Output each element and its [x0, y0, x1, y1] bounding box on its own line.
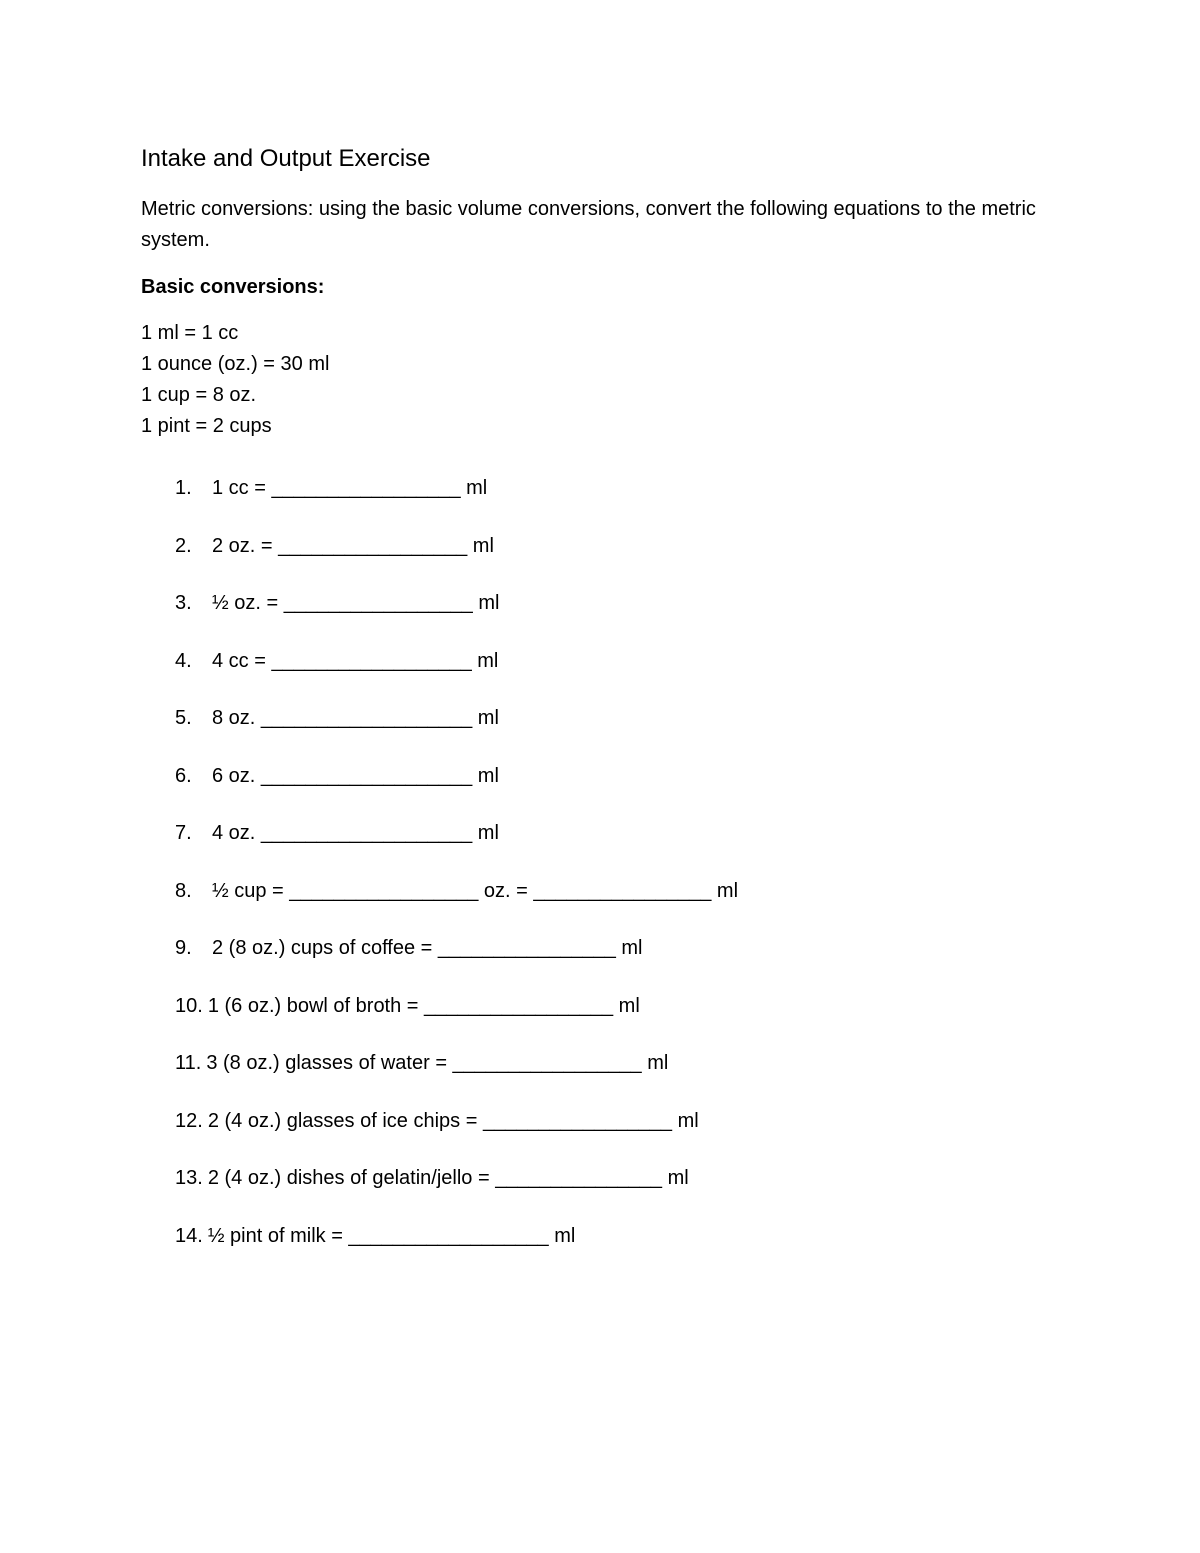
question-number: 6. [175, 764, 192, 787]
question-text: ½ cup = _________________ oz. = ________________ ml [212, 879, 739, 902]
question-text: 1 (6 oz.) bowl of broth = _________________ ml [207, 994, 640, 1017]
question-text: 3 (8 oz.) glasses of water = _________________ ml [206, 1052, 669, 1074]
question-item [175, 472, 738, 530]
conversion-list [141, 318, 329, 442]
conversion-line: 1 ounce (oz.) = 30 ml [141, 353, 330, 375]
question-item [175, 645, 738, 703]
question-item [175, 1162, 738, 1220]
question-number: 5. [175, 707, 192, 729]
question-text: 4 cc = __________________ ml [212, 649, 499, 672]
question-item [175, 702, 738, 760]
question-number: 13. [175, 1167, 203, 1189]
question-item [175, 1047, 738, 1105]
question-number: 7. [175, 822, 192, 844]
question-item [175, 530, 738, 588]
page-title: Intake and Output Exercise [141, 145, 431, 172]
question-text: 2 (8 oz.) cups of coffee = ________________ ml [212, 937, 643, 959]
conversion-line: 1 pint = 2 cups [141, 415, 272, 437]
question-text: 8 oz. ___________________ ml [212, 707, 499, 729]
question-number: 1. [175, 477, 192, 499]
question-text: 2 (4 oz.) glasses of ice chips = _________________ ml [207, 1109, 699, 1132]
question-number: 14. [175, 1224, 203, 1247]
question-item [175, 587, 738, 645]
question-number: 12. [175, 1109, 203, 1132]
question-text: ½ pint of milk = __________________ ml [207, 1224, 576, 1247]
question-list [175, 472, 738, 1277]
question-text: ½ oz. = _________________ ml [212, 592, 500, 614]
question-item [175, 990, 738, 1048]
question-item [175, 760, 738, 818]
instructions-paragraph: Metric conversions: using the basic volume conversions, convert the following equations to the metric system. [141, 198, 1036, 251]
question-item [175, 817, 738, 875]
question-number: 8. [175, 879, 192, 902]
question-number: 4. [175, 649, 192, 672]
question-item [175, 1105, 738, 1163]
conversion-line: 1 ml = 1 cc [141, 322, 239, 344]
question-number: 3. [175, 592, 192, 614]
question-item [175, 1220, 738, 1278]
question-number: 9. [175, 937, 192, 959]
basic-conversions-heading: Basic conversions: [141, 276, 325, 298]
question-text: 1 cc = _________________ ml [212, 477, 488, 499]
question-item [175, 875, 738, 933]
question-text: 4 oz. ___________________ ml [212, 822, 499, 844]
question-text: 2 oz. = _________________ ml [212, 534, 494, 557]
question-item [175, 932, 738, 990]
question-text: 2 (4 oz.) dishes of gelatin/jello = _______________ ml [207, 1167, 689, 1189]
question-number: 11. [175, 1052, 202, 1074]
question-number: 10. [175, 994, 203, 1017]
conversion-line: 1 cup = 8 oz. [141, 384, 257, 406]
question-number: 2. [175, 534, 192, 557]
question-text: 6 oz. ___________________ ml [212, 764, 499, 787]
